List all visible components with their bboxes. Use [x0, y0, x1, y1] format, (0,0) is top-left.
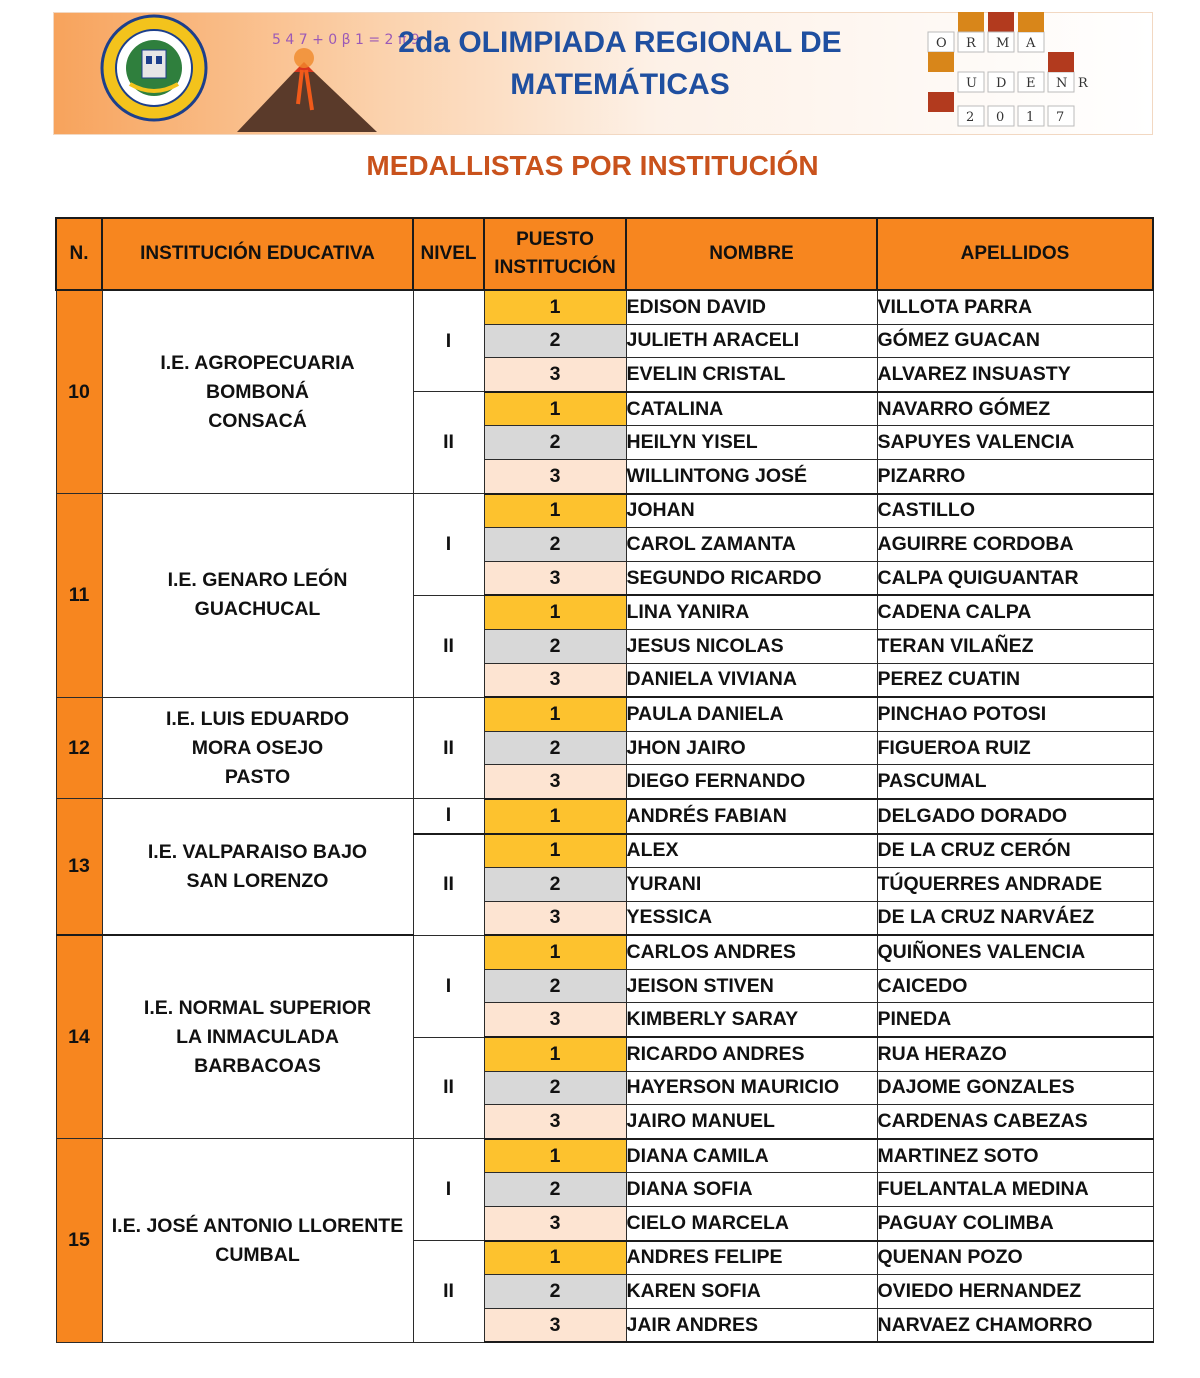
col-header-institution: INSTITUCIÓN EDUCATIVA	[102, 218, 413, 290]
logo-letter: D	[996, 76, 1007, 91]
surname-cell: DELGADO DORADO	[877, 799, 1153, 834]
position-cell: 1	[484, 834, 626, 868]
name-cell: WILLINTONG JOSÉ	[626, 459, 877, 493]
institution-name	[102, 290, 413, 494]
position-cell: 2	[484, 426, 626, 460]
level-cell: I	[413, 290, 484, 392]
position-cell: 1	[484, 1241, 626, 1275]
position-cell: 2	[484, 1173, 626, 1207]
institution-name-line: LA INMACULADA	[176, 1025, 339, 1048]
institution-name-line: CONSACÁ	[208, 409, 307, 432]
table-row	[56, 799, 1153, 834]
col-header-position	[484, 218, 626, 290]
position-cell: 3	[484, 1003, 626, 1037]
institution-name-line: I.E. NORMAL SUPERIOR	[143, 996, 372, 1019]
name-cell: DANIELA VIVIANA	[626, 663, 877, 697]
position-cell: 1	[484, 799, 626, 834]
institution-name-line: I.E. VALPARAISO BAJO	[147, 840, 368, 863]
position-cell: 1	[484, 595, 626, 629]
position-cell: 3	[484, 459, 626, 493]
surname-cell: TERAN VILAÑEZ	[877, 629, 1153, 663]
table-header-row	[56, 218, 1153, 290]
col-header-position-line1: PUESTO	[516, 229, 594, 250]
institution-name-line: BARBACOAS	[194, 1054, 321, 1077]
institution-name-line: GUACHUCAL	[194, 598, 321, 621]
name-cell: SEGUNDO RICARDO	[626, 561, 877, 595]
logo-letter: U	[966, 76, 977, 91]
surname-cell: RUA HERAZO	[877, 1037, 1153, 1071]
name-cell: JEISON STIVEN	[626, 969, 877, 1003]
name-cell: RICARDO ANDRES	[626, 1037, 877, 1071]
position-cell: 1	[484, 1139, 626, 1173]
logo-letter: R	[966, 36, 976, 51]
surname-cell: PAGUAY COLIMBA	[877, 1207, 1153, 1241]
surname-cell: CADENA CALPA	[877, 595, 1153, 629]
institution-number: 14	[56, 935, 102, 1139]
name-cell: JOHAN	[626, 494, 877, 528]
name-cell: ALEX	[626, 834, 877, 868]
table-row	[56, 290, 1153, 324]
name-cell: JAIR ANDRES	[626, 1308, 877, 1342]
institution-name-line: I.E. LUIS EDUARDO	[165, 707, 350, 730]
table-row	[56, 697, 1153, 731]
name-cell: DIANA CAMILA	[626, 1139, 877, 1173]
level-cell: II	[413, 834, 484, 936]
surname-cell: DE LA CRUZ NARVÁEZ	[877, 901, 1153, 935]
institution-name	[102, 1139, 413, 1343]
logo-letter: 2	[966, 110, 975, 125]
logo-letter: 7	[1056, 110, 1065, 125]
name-cell: PAULA DANIELA	[626, 697, 877, 731]
position-cell: 1	[484, 697, 626, 731]
institution-name-line: I.E. AGROPECUARIA	[160, 351, 355, 374]
position-cell: 2	[484, 629, 626, 663]
institution-name-line: I.E. JOSÉ ANTONIO LLORENTE	[111, 1214, 404, 1237]
col-header-num: N.	[56, 218, 102, 290]
institution-name-line: I.E. GENARO LEÓN	[167, 569, 348, 592]
institution-number: 12	[56, 697, 102, 799]
level-cell: I	[413, 1139, 484, 1241]
page-subtitle: MEDALLISTAS POR INSTITUCIÓN	[366, 150, 819, 181]
name-cell: EVELIN CRISTAL	[626, 358, 877, 392]
position-cell: 2	[484, 731, 626, 765]
institution-name	[102, 935, 413, 1139]
logo-letter: 0	[996, 110, 1005, 125]
logo-letter: M	[996, 36, 1010, 51]
institution-name-line: BOMBONÁ	[206, 380, 309, 403]
event-title-line2: MATEMÁTICAS	[510, 68, 730, 101]
surname-cell: ALVAREZ INSUASTY	[877, 358, 1153, 392]
surname-cell: AGUIRRE CORDOBA	[877, 528, 1153, 562]
institution-name	[102, 799, 413, 935]
surname-cell: CALPA QUIGUANTAR	[877, 561, 1153, 595]
surname-cell: CAICEDO	[877, 969, 1153, 1003]
level-cell: II	[413, 392, 484, 494]
position-cell: 2	[484, 1071, 626, 1105]
name-cell: JAIRO MANUEL	[626, 1105, 877, 1139]
level-cell: II	[413, 1037, 484, 1139]
medalists-table	[55, 217, 1154, 1343]
name-cell: JESUS NICOLAS	[626, 629, 877, 663]
position-cell: 3	[484, 765, 626, 799]
name-cell: HEILYN YISEL	[626, 426, 877, 460]
university-seal-icon	[100, 14, 208, 122]
name-cell: YURANI	[626, 868, 877, 902]
logo-letter: R	[1078, 76, 1088, 91]
surname-cell: DE LA CRUZ CERÓN	[877, 834, 1153, 868]
surname-cell: PASCUMAL	[877, 765, 1153, 799]
surname-cell: FUELANTALA MEDINA	[877, 1173, 1153, 1207]
institution-name-line: PASTO	[224, 765, 291, 788]
position-cell: 2	[484, 528, 626, 562]
position-cell: 1	[484, 392, 626, 426]
surname-cell: PINCHAO POTOSI	[877, 697, 1153, 731]
level-cell: I	[413, 935, 484, 1037]
position-cell: 2	[484, 324, 626, 358]
surname-cell: OVIEDO HERNANDEZ	[877, 1275, 1153, 1309]
surname-cell: GÓMEZ GUACAN	[877, 324, 1153, 358]
level-cell: I	[413, 494, 484, 596]
name-cell: EDISON DAVID	[626, 290, 877, 324]
event-title-line1: 2da OLIMPIADA REGIONAL DE	[398, 26, 842, 59]
surname-cell: TÚQUERRES ANDRADE	[877, 868, 1153, 902]
name-cell: DIANA SOFIA	[626, 1173, 877, 1207]
level-cell: I	[413, 799, 484, 834]
logo-letter: O	[936, 36, 947, 51]
name-cell: LINA YANIRA	[626, 595, 877, 629]
name-cell: ANDRES FELIPE	[626, 1241, 877, 1275]
surname-cell: PINEDA	[877, 1003, 1153, 1037]
position-cell: 3	[484, 1105, 626, 1139]
surname-cell: QUENAN POZO	[877, 1241, 1153, 1275]
level-cell: II	[413, 697, 484, 799]
position-cell: 2	[484, 1275, 626, 1309]
col-header-level: NIVEL	[413, 218, 484, 290]
position-cell: 3	[484, 561, 626, 595]
position-cell: 2	[484, 868, 626, 902]
logo-letter: E	[1026, 76, 1036, 91]
surname-cell: MARTINEZ SOTO	[877, 1139, 1153, 1173]
name-cell: DIEGO FERNANDO	[626, 765, 877, 799]
name-cell: HAYERSON MAURICIO	[626, 1071, 877, 1105]
position-cell: 1	[484, 1037, 626, 1071]
position-cell: 3	[484, 1207, 626, 1241]
position-cell: 3	[484, 1308, 626, 1342]
name-cell: YESSICA	[626, 901, 877, 935]
position-cell: 1	[484, 290, 626, 324]
institution-number: 11	[56, 494, 102, 698]
surname-cell: VILLOTA PARRA	[877, 290, 1153, 324]
institution-name-line: MORA OSEJO	[191, 736, 324, 759]
table-row	[56, 1139, 1153, 1173]
name-cell: KAREN SOFIA	[626, 1275, 877, 1309]
institution-name	[102, 494, 413, 698]
position-cell: 3	[484, 663, 626, 697]
ormudenar-logo-icon	[918, 10, 1103, 128]
name-cell: ANDRÉS FABIAN	[626, 799, 877, 834]
position-cell: 1	[484, 935, 626, 969]
surname-cell: PIZARRO	[877, 459, 1153, 493]
table-body	[56, 290, 1153, 1342]
col-header-name: NOMBRE	[626, 218, 877, 290]
name-cell: CATALINA	[626, 392, 877, 426]
name-cell: CARLOS ANDRES	[626, 935, 877, 969]
logo-letter: N	[1056, 76, 1068, 91]
col-header-surname: APELLIDOS	[877, 218, 1153, 290]
institution-name-line: SAN LORENZO	[186, 869, 329, 892]
institution-name	[102, 697, 413, 799]
surname-cell: QUIÑONES VALENCIA	[877, 935, 1153, 969]
position-cell: 3	[484, 358, 626, 392]
table-row	[56, 935, 1153, 969]
position-cell: 1	[484, 494, 626, 528]
position-cell: 2	[484, 969, 626, 1003]
institution-number: 10	[56, 290, 102, 494]
surname-cell: PEREZ CUATIN	[877, 663, 1153, 697]
logo-letter: A	[1026, 36, 1036, 51]
name-cell: CIELO MARCELA	[626, 1207, 877, 1241]
surname-cell: NARVAEZ CHAMORRO	[877, 1308, 1153, 1342]
table-row	[56, 494, 1153, 528]
level-cell: II	[413, 595, 484, 697]
institution-name-line: CUMBAL	[215, 1243, 300, 1266]
col-header-position-line2: INSTITUCIÓN	[494, 257, 616, 278]
institution-number: 15	[56, 1139, 102, 1343]
position-cell: 3	[484, 901, 626, 935]
name-cell: KIMBERLY SARAY	[626, 1003, 877, 1037]
name-cell: JULIETH ARACELI	[626, 324, 877, 358]
name-cell: CAROL ZAMANTA	[626, 528, 877, 562]
surname-cell: CARDENAS CABEZAS	[877, 1105, 1153, 1139]
event-title	[360, 22, 880, 106]
institution-number: 13	[56, 799, 102, 935]
surname-cell: NAVARRO GÓMEZ	[877, 392, 1153, 426]
surname-cell: CASTILLO	[877, 494, 1153, 528]
surname-cell: FIGUEROA RUIZ	[877, 731, 1153, 765]
logo-letter: 1	[1026, 110, 1035, 125]
math-symbols: 5 4 7 + 0 β 1 = 2 π 9	[272, 32, 420, 48]
name-cell: JHON JAIRO	[626, 731, 877, 765]
surname-cell: SAPUYES VALENCIA	[877, 426, 1153, 460]
surname-cell: DAJOME GONZALES	[877, 1071, 1153, 1105]
level-cell: II	[413, 1241, 484, 1343]
